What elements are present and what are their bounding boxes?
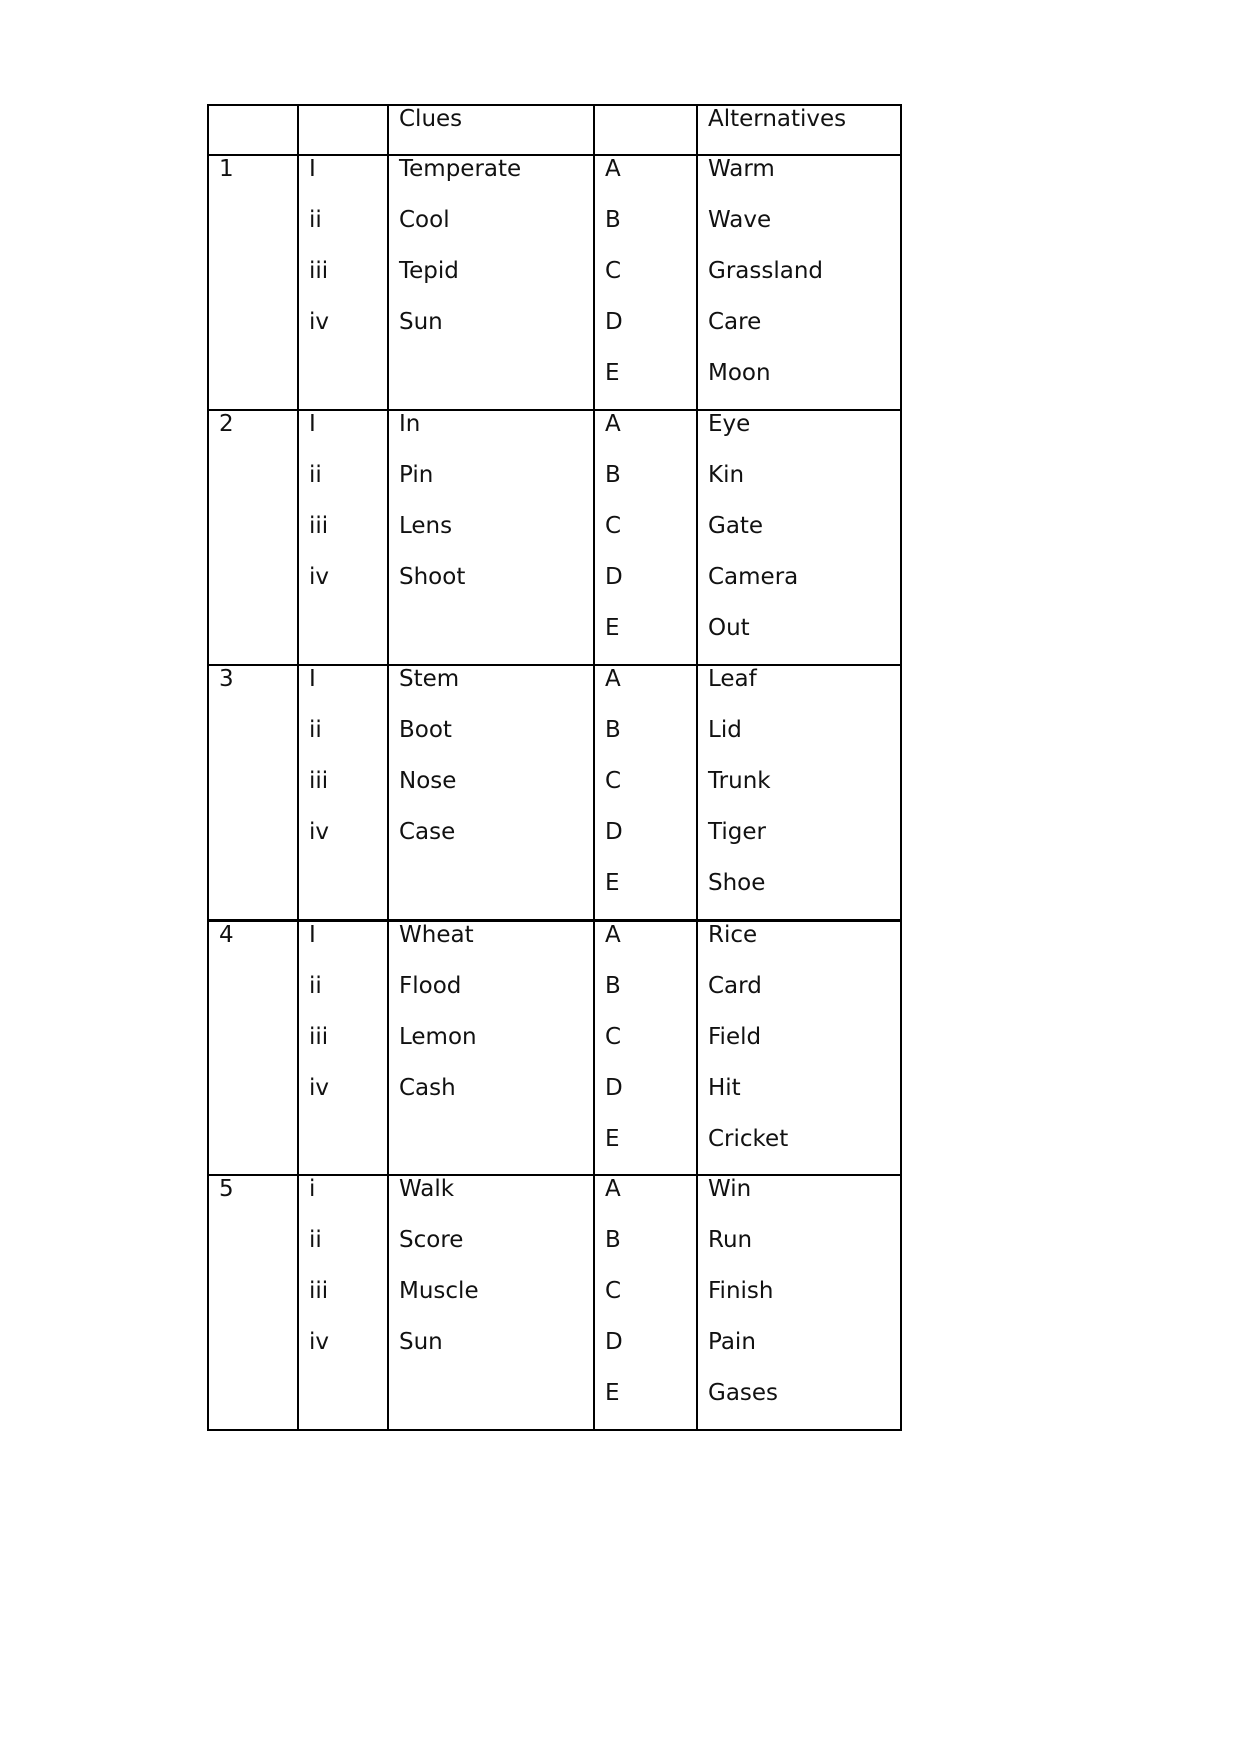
- clue: Stem: [399, 666, 460, 692]
- clue: Case: [399, 819, 456, 845]
- clue: Score: [399, 1227, 464, 1253]
- alternative: Shoe: [708, 870, 766, 896]
- header-alternatives-cell: [696, 106, 900, 154]
- letters-cell: [593, 411, 696, 664]
- group-number: 2: [219, 411, 234, 437]
- item-numeral: iii: [309, 258, 329, 284]
- clues-cell: [387, 922, 593, 1174]
- clue: Temperate: [399, 156, 522, 182]
- alternative: Eye: [708, 411, 751, 437]
- option-letter: D: [605, 1329, 623, 1355]
- clue: Cash: [399, 1075, 456, 1101]
- alternative: Finish: [708, 1278, 774, 1304]
- group-number: 1: [219, 156, 234, 182]
- option-letter: C: [605, 1278, 622, 1304]
- option-letter: D: [605, 309, 623, 335]
- option-letter: A: [605, 156, 621, 182]
- item-numeral: ii: [309, 207, 322, 233]
- clue: Flood: [399, 973, 462, 999]
- item-numeral: iii: [309, 1278, 329, 1304]
- clue: Cool: [399, 207, 450, 233]
- option-letter: C: [605, 258, 622, 284]
- alternative: Lid: [708, 717, 742, 743]
- option-letter: B: [605, 207, 621, 233]
- header-clues-label: Clues: [399, 106, 463, 132]
- clue: Lemon: [399, 1024, 477, 1050]
- alternatives-cell: [696, 1176, 900, 1429]
- letters-cell: [593, 666, 696, 919]
- alternative: Out: [708, 615, 750, 641]
- option-letter: A: [605, 1176, 621, 1202]
- clue: Boot: [399, 717, 452, 743]
- clue: Muscle: [399, 1278, 479, 1304]
- alternative: Pain: [708, 1329, 756, 1355]
- item-numeral: iii: [309, 768, 329, 794]
- alternative: Run: [708, 1227, 753, 1253]
- item-numeral: ii: [309, 717, 322, 743]
- clue: Nose: [399, 768, 457, 794]
- item-numerals-cell: [297, 1176, 387, 1429]
- item-numeral: i: [309, 1176, 316, 1202]
- table-group-row: [209, 409, 900, 664]
- alternative: Moon: [708, 360, 771, 386]
- letters-cell: [593, 1176, 696, 1429]
- clue: In: [399, 411, 421, 437]
- alternatives-cell: [696, 666, 900, 919]
- group-number: 4: [219, 922, 234, 948]
- clues-cell: [387, 666, 593, 919]
- option-letter: E: [605, 870, 620, 896]
- group-number-cell: [209, 666, 297, 919]
- clues-alternatives-table: [207, 104, 902, 1431]
- option-letter: A: [605, 666, 621, 692]
- alternative: Gate: [708, 513, 764, 539]
- item-numeral: iv: [309, 564, 330, 590]
- item-numeral: iv: [309, 1329, 330, 1355]
- alternative: Tiger: [708, 819, 766, 845]
- table-group-row: [209, 1174, 900, 1429]
- clue: Sun: [399, 309, 443, 335]
- item-numeral: ii: [309, 973, 322, 999]
- header-clues-cell: [387, 106, 593, 154]
- item-numerals-cell: [297, 666, 387, 919]
- item-numeral: iii: [309, 1024, 329, 1050]
- clue: Sun: [399, 1329, 443, 1355]
- option-letter: E: [605, 615, 620, 641]
- group-number-cell: [209, 156, 297, 409]
- option-letter: A: [605, 922, 621, 948]
- letters-cell: [593, 922, 696, 1174]
- clue: Tepid: [399, 258, 459, 284]
- item-numeral: I: [309, 156, 316, 182]
- option-letter: A: [605, 411, 621, 437]
- group-number: 5: [219, 1176, 234, 1202]
- option-letter: E: [605, 1380, 620, 1406]
- item-numeral: I: [309, 666, 316, 692]
- option-letter: C: [605, 768, 622, 794]
- alternative: Care: [708, 309, 762, 335]
- alternatives-cell: [696, 411, 900, 664]
- item-numerals-cell: [297, 156, 387, 409]
- clue: Lens: [399, 513, 453, 539]
- alternative: Hit: [708, 1075, 741, 1101]
- table-header-row: [209, 106, 900, 154]
- option-letter: D: [605, 1075, 623, 1101]
- alternative: Kin: [708, 462, 745, 488]
- group-number-cell: [209, 922, 297, 1174]
- header-number-cell: [209, 106, 297, 154]
- option-letter: C: [605, 1024, 622, 1050]
- alternative: Card: [708, 973, 762, 999]
- clues-cell: [387, 1176, 593, 1429]
- clue: Walk: [399, 1176, 455, 1202]
- table-group-row: [209, 919, 900, 1174]
- table-group-row: [209, 154, 900, 409]
- alternative: Warm: [708, 156, 775, 182]
- clues-cell: [387, 411, 593, 664]
- alternative: Win: [708, 1176, 752, 1202]
- item-numeral: ii: [309, 462, 322, 488]
- item-numeral: ii: [309, 1227, 322, 1253]
- option-letter: B: [605, 973, 621, 999]
- clue: Wheat: [399, 922, 474, 948]
- alternative: Gases: [708, 1380, 779, 1406]
- letters-cell: [593, 156, 696, 409]
- alternative: Cricket: [708, 1126, 789, 1152]
- item-numeral: I: [309, 411, 316, 437]
- alternative: Wave: [708, 207, 772, 233]
- alternative: Trunk: [708, 768, 771, 794]
- item-numeral: iv: [309, 1075, 330, 1101]
- alternative: Rice: [708, 922, 758, 948]
- option-letter: B: [605, 1227, 621, 1253]
- item-numeral: iv: [309, 309, 330, 335]
- item-numeral: iv: [309, 819, 330, 845]
- clues-cell: [387, 156, 593, 409]
- item-numerals-cell: [297, 411, 387, 664]
- option-letter: C: [605, 513, 622, 539]
- option-letter: B: [605, 462, 621, 488]
- header-item-cell: [297, 106, 387, 154]
- table-group-row: [209, 664, 900, 919]
- header-alternatives-label: Alternatives: [708, 106, 847, 132]
- group-number-cell: [209, 411, 297, 664]
- item-numeral: I: [309, 922, 316, 948]
- item-numerals-cell: [297, 922, 387, 1174]
- clue: Pin: [399, 462, 434, 488]
- group-number: 3: [219, 666, 234, 692]
- item-numeral: iii: [309, 513, 329, 539]
- header-letter-cell: [593, 106, 696, 154]
- alternatives-cell: [696, 156, 900, 409]
- alternative: Camera: [708, 564, 799, 590]
- option-letter: D: [605, 564, 623, 590]
- option-letter: E: [605, 1126, 620, 1152]
- option-letter: B: [605, 717, 621, 743]
- group-number-cell: [209, 1176, 297, 1429]
- option-letter: E: [605, 360, 620, 386]
- option-letter: D: [605, 819, 623, 845]
- alternative: Grassland: [708, 258, 823, 284]
- clue: Shoot: [399, 564, 466, 590]
- alternatives-cell: [696, 922, 900, 1174]
- alternative: Field: [708, 1024, 762, 1050]
- alternative: Leaf: [708, 666, 757, 692]
